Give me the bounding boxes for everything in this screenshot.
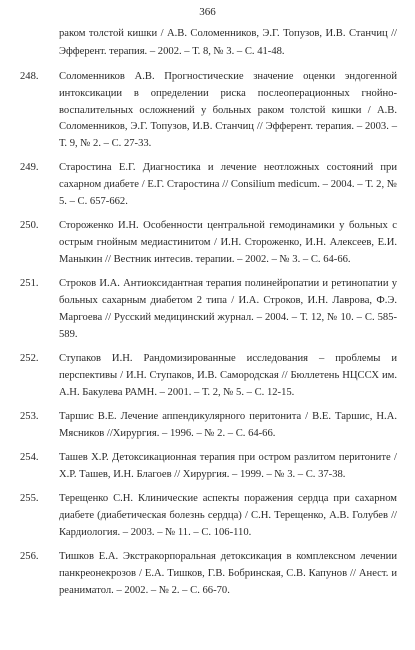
reference-number: 255. bbox=[20, 493, 39, 505]
reference-item bbox=[0, 491, 415, 541]
page-number: 366 bbox=[199, 6, 216, 18]
reference-item bbox=[0, 69, 415, 153]
reference-number: 248. bbox=[20, 71, 39, 82]
reference-number: 253. bbox=[20, 410, 39, 422]
reference-text: Тишков Е.А. Экстракорпоральная детоксикация в комплексном лечении панкреонекрозов / Е.А. Тишков, Г.В. Бобринская, С.В. Капунов // Анест. и реаниматол. – 2002. – № 2. – С. 66-70. bbox=[59, 550, 397, 596]
reference-item bbox=[0, 160, 415, 210]
reference-number: 252. bbox=[20, 352, 39, 364]
reference-text: Терещенко С.Н. Клинические аспекты поражения сердца при сахарном диабете (диабетическая болезнь сердца) / С.Н. Терещенко, А.В. Голубев // Кардиология. – 2003. – № 11. – С. 106-110. bbox=[59, 493, 397, 538]
reference-number: 254. bbox=[20, 451, 39, 463]
reference-text: Старостина Е.Г. Диагностика и лечение неотложных состояний при сахарном диабете / Е.Г. Старостина // Consilium medicum. – 2004. – Т. 2, № 5. – С. 657-662. bbox=[59, 162, 397, 208]
reference-item bbox=[0, 276, 415, 343]
reference-number: 250. bbox=[20, 220, 39, 232]
reference-number: 249. bbox=[20, 162, 39, 174]
reference-list bbox=[0, 69, 415, 607]
reference-text: Таршис В.Е. Лечение аппендикулярного перитонита / В.Е. Таршис, Н.А. Мясников //Хирургия. – 1996. – № 2. – С. 64-66. bbox=[59, 410, 397, 439]
reference-text: Строков И.А. Антиоксидантная терапия полинейропатии и ретинопатии у больных сахарным диабетом 2 типа / И.А. Строков, И.Н. Лаврова, Ф.Э. Маргоева // Русский медицинский журнал. – 2004. – Т. 12, № 10. – С. 585-589. bbox=[59, 278, 397, 340]
reference-text: Ташев Х.Р. Детоксикационная терапия при остром разлитом перитоните / Х.Р. Ташев, И.Н. Благоев // Хирургия. – 1999. – № 3. – С. 37-38. bbox=[59, 451, 397, 480]
reference-text: Стороженко И.Н. Особенности центральной гемодинамики у больных с острым гнойным медиастинитом / И.Н. Стороженко, И.Н. Алексеев, Е.И. Маныкин // Вестник интесив. терапии. – 2002. – № 3. – С. 64-66. bbox=[59, 220, 397, 265]
reference-continuation: раком толстой кишки / А.В. Соломенников, Э.Г. Топузов, И.В. Станчиц // Эфферент. терапия. – 2002. – Т. 8, № 3. – С. 41-48. bbox=[59, 28, 397, 57]
reference-item bbox=[0, 549, 415, 599]
reference-text: Ступаков И.Н. Рандомизированные исследования – проблемы и перспективы / И.Н. Ступаков, И.В. Самородская // Бюллетень НЦССХ им. А.Н. Бакулева РАМН. – 2001. – Т. 2, № 5. – С. 12-15. bbox=[59, 352, 397, 398]
reference-text: Соломенников А.В. Прогностические значение оценки эндогенной интоксикации в определении риска послеоперационных гнойно-воспалительных осложнений у больных раком толстой кишки / А.В. Соломенников, Э.Г. Топузов, И.В. Станчиц // Эфферент. терапия. – 2003. – Т. 9, № 2. – С. 27-33. bbox=[59, 71, 397, 150]
reference-number: 256. bbox=[20, 550, 39, 562]
reference-item bbox=[0, 450, 415, 484]
reference-item bbox=[0, 218, 415, 268]
reference-item bbox=[0, 351, 415, 401]
reference-number: 251. bbox=[20, 278, 39, 290]
reference-item bbox=[0, 409, 415, 443]
